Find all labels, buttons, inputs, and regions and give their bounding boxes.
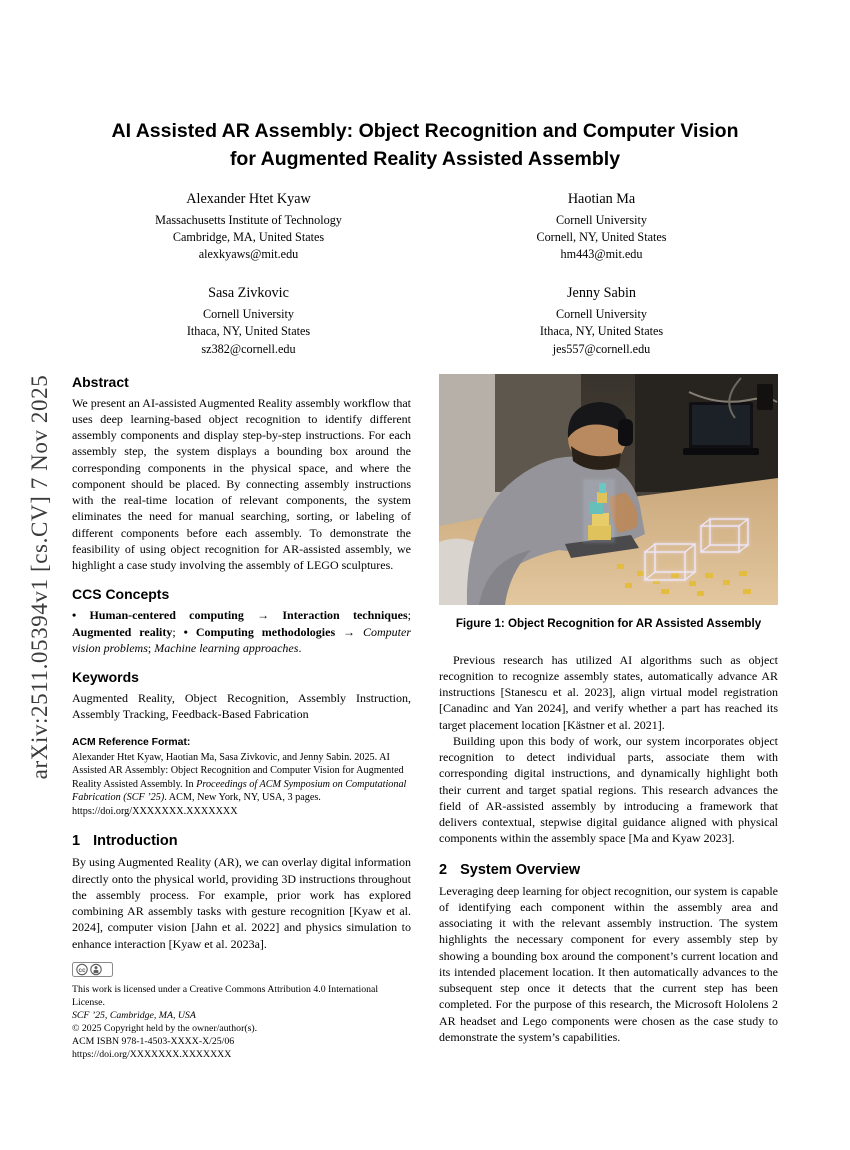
left-column [72, 374, 411, 1066]
author-location: Ithaca, NY, United States [539, 324, 664, 339]
section-2-heading [439, 862, 778, 878]
abstract-text: We present an AI-assisted Augmented Reality assembly workflow that uses deep learning-based object recognition to identify different assembly components and display step-by-step instructions. For each assembly step, the system displays a bounding box around the corresponding components in the physical space, and where the component should be placed. By connecting assembly instructions with the real-time location of relevant components, the system eliminates the need for manual searching, sorting, or labeling of different components before each assembly. To demonstrate the feasibility of using object recognition for AR-assisted assembly, we highlight a case study involving the assembly of LEGO sculptures. [72, 395, 411, 573]
intro-text: By using Augmented Reality (AR), we can overlay digital information directly onto the physical world, providing 3D instructions throughout the assembly process. For example, prior work has explored combining AR assembly tasks with gesture recognition [Kyaw et al. 2024], computer vision [Jahn et al. 2022] and physics simulation to enhance interaction [Kyaw et al. 2023a]. [72, 855, 411, 951]
contribution-paragraph: Building upon this body of work, our system incorporates object recognition to detect individual parts, associate them with corresponding digital instructions, and dynamically highlight both their current and target spatial regions. This research advances the field of AR-assisted assembly by introducing a framework that delivers contextual, stepwise digital guidance aligned with physical components within the assembly space [Ma and Kyaw 2023]. [439, 733, 778, 846]
right-column [439, 374, 778, 1066]
two-column-body [72, 374, 778, 1066]
laptop [683, 402, 759, 455]
system-overview-text: Leveraging deep learning for object recognition, our system is capable of identifying each component within the assembly area and associating it with the relevant assembly instruction. The system highlights the necessary component for every assembly step by showing a bounding box around the component’s current location and its intended placement location. It then automatically advances to the subsequent step once it detects that the current step has been completed. For the purpose of this research, the Microsoft Hololens 2 AR headset and Lego components were chosen as the case study to demonstrate the system’s capabilities. [439, 883, 778, 1044]
author-location: Cambridge, MA, United States [172, 230, 325, 245]
author-block [72, 190, 778, 357]
acm-ref-text: Alexander Htet Kyaw, Haotian Ma, Sasa Zivkovic, and Jenny Sabin. 2025. AI Assisted AR Assembly: Object Recognition and Computer Vision for Augmented Reality Assisted Assembly. In Proceedings of ACM Symposium on Computational Fabrication (SCF ’25). ACM, New York, NY, USA, 3 pages. https://doi.org/XXXXXXX.XXXXXXX [72, 751, 407, 817]
author-email[interactable]: sz382@cornell.edu [201, 341, 296, 356]
svg-text:cc: cc [78, 966, 86, 974]
author-name: Alexander Htet Kyaw [186, 191, 311, 208]
author-affiliation: Cornell University [555, 307, 648, 322]
section-number: 1 [72, 833, 81, 850]
author-email[interactable]: alexkyaws@mit.edu [198, 247, 299, 262]
author-affiliation: Massachusetts Institute of Technology [155, 213, 342, 228]
license-text: This work is licensed under a Creative Commons Attribution 4.0 International License. [72, 983, 379, 1008]
acm-ref-heading: ACM Reference Format: [72, 736, 191, 748]
section-number: 2 [439, 861, 448, 878]
section-title: System Overview [460, 861, 581, 878]
abstract-heading: Abstract [72, 373, 129, 390]
author-name: Sasa Zivkovic [208, 285, 289, 302]
ccs-text: • Human-centered computing → Interaction techniques; Augmented reality; • Computing methodologies → Computer vision problems; Machine learning approaches. [72, 608, 411, 655]
license-block [72, 962, 411, 1066]
related-work-paragraph: Previous research has utilized AI algorithms such as object recognition to recognize assembly states, automatically advance AR instructions [Stanescu et al. 2023], align virtual model registration [Canadinc and Yan 2024], and verify whether a part has reached its target placement location [Kästner et al. 2021]. [439, 652, 778, 732]
author-affiliation: Cornell University [555, 213, 648, 228]
author-4 [425, 284, 778, 357]
arxiv-watermark: arXiv:2511.05394v1 [cs.CV] 7 Nov 2025 [27, 374, 52, 780]
acm-ref-doi-link[interactable]: https://doi.org/XXXXXXX.XXXXXXX [72, 805, 238, 817]
author-location: Ithaca, NY, United States [186, 324, 311, 339]
author-2 [425, 190, 778, 263]
author-email[interactable]: jes557@cornell.edu [552, 341, 651, 356]
power-adapter [757, 384, 773, 410]
keywords-text: Augmented Reality, Object Recognition, Assembly Instruction, Assembly Tracking, Feedback-Based Fabrication [72, 691, 411, 722]
author-email[interactable]: hm443@mit.edu [560, 247, 643, 262]
keywords-heading: Keywords [72, 669, 139, 686]
license-copyright: © 2025 Copyright held by the owner/author(s). [72, 1023, 258, 1035]
figure1-caption: Figure 1: Object Recognition for AR Assisted Assembly [455, 616, 762, 630]
section-title: Introduction [93, 833, 178, 850]
ar-highlight-sculpture [583, 479, 615, 543]
section-1-heading [72, 833, 411, 849]
author-1 [72, 190, 425, 263]
figure-1 [439, 374, 778, 630]
author-location: Cornell, NY, United States [536, 230, 667, 245]
cc-by-icon [72, 962, 113, 977]
author-3 [72, 284, 425, 357]
license-doi-link[interactable]: https://doi.org/XXXXXXX.XXXXXXX [72, 1049, 232, 1061]
ccs-heading: CCS Concepts [72, 586, 170, 603]
license-venue: SCF ’25, Cambridge, MA, USA [72, 1010, 196, 1022]
license-isbn: ACM ISBN 978-1-4503-XXXX-X/25/06 [72, 1036, 235, 1048]
paper-title: AI Assisted AR Assembly: Object Recognition and Computer Vision for Augmented Reality Assisted Assembly [111, 120, 739, 170]
figure1-photo [439, 374, 778, 605]
author-affiliation: Cornell University [202, 307, 295, 322]
author-name: Jenny Sabin [567, 285, 636, 302]
author-name: Haotian Ma [567, 191, 636, 208]
